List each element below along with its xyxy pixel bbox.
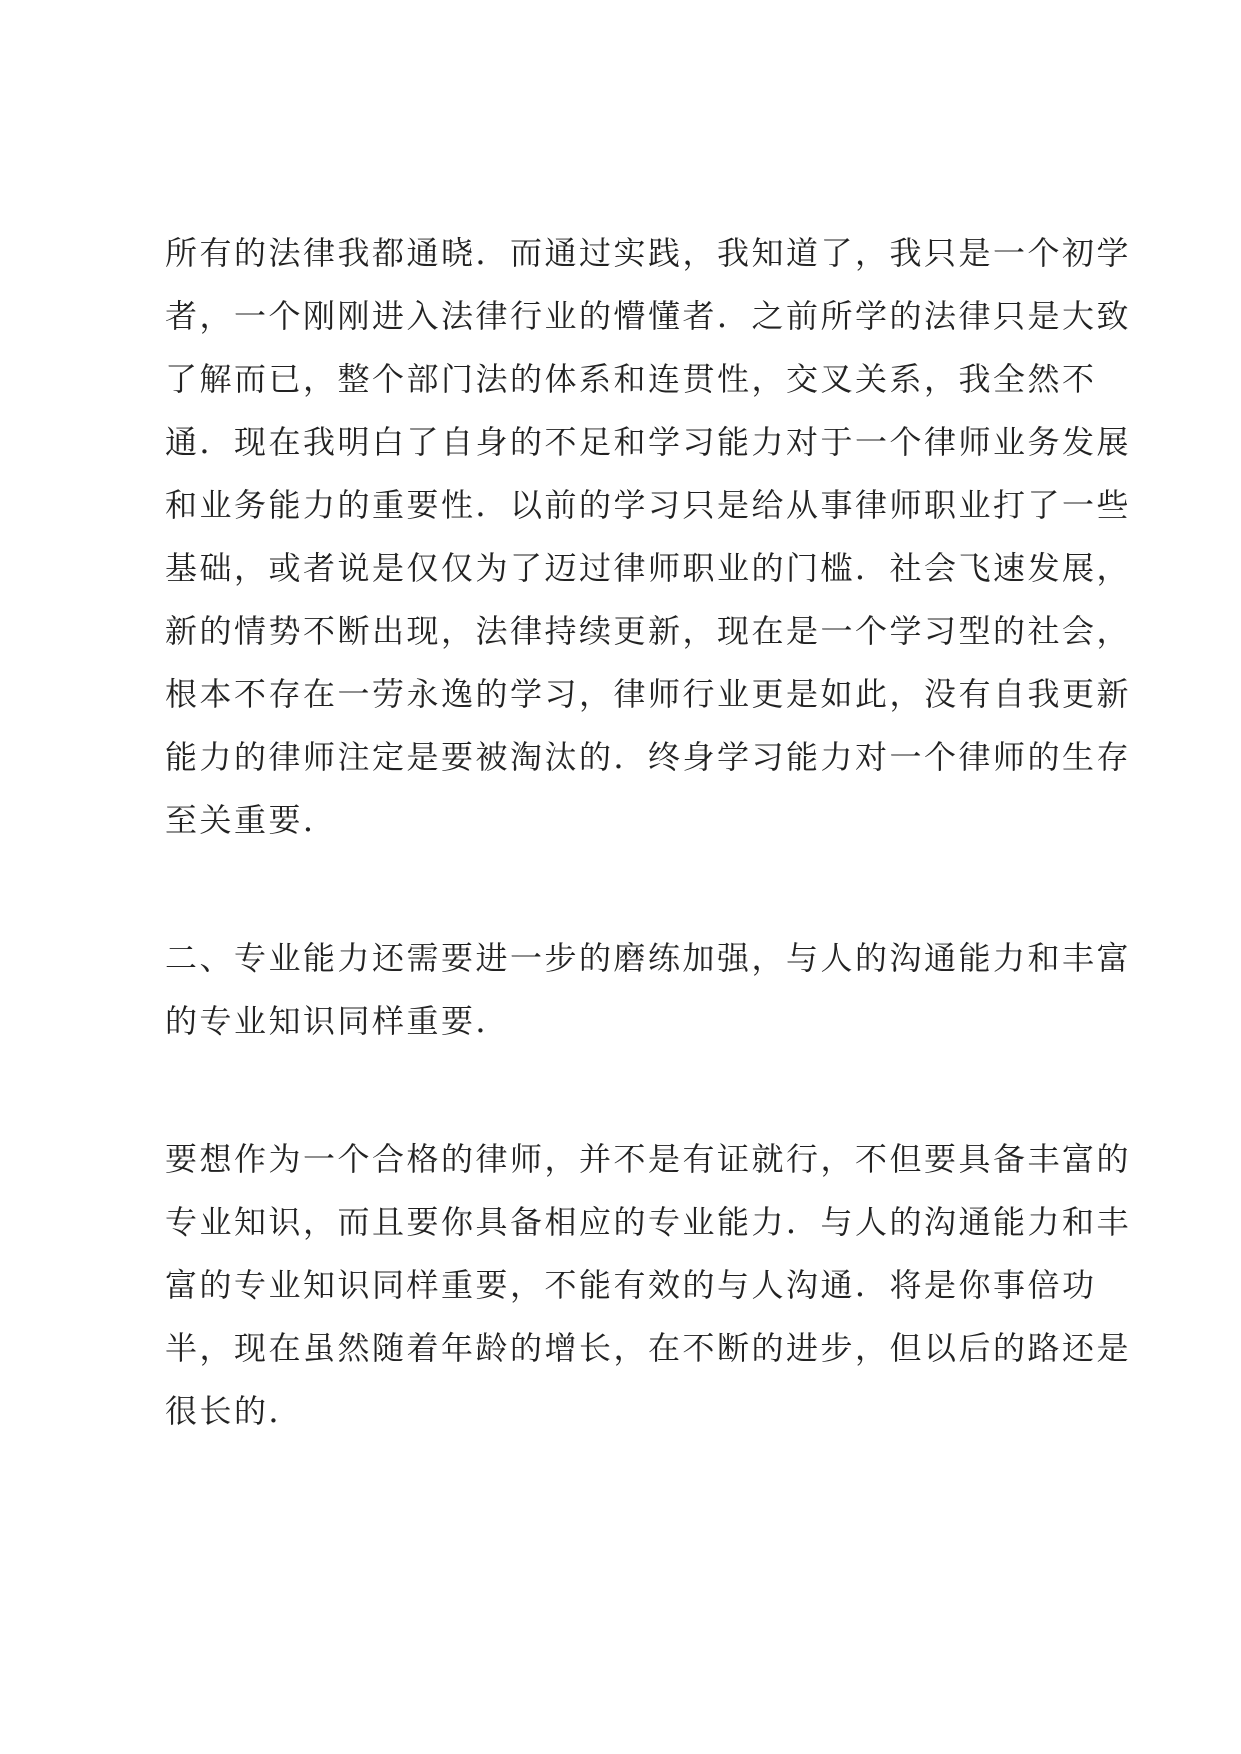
document-body (165, 222, 1132, 1443)
text-line: 基础，或者说是仅仅为了迈过律师职业的门槛．社会飞速发展， (165, 549, 1132, 587)
text-line: 要想作为一个合格的律师，并不是有证就行，不但要具备丰富的 (165, 1140, 1132, 1178)
heading-line: 的专业知识同样重要． (165, 1002, 511, 1040)
text-line: 富的专业知识同样重要，不能有效的与人沟通．将是你事倍功 (165, 1266, 1097, 1304)
text-line: 所有的法律我都通晓．而通过实践，我知道了，我只是一个初学 (165, 234, 1132, 272)
text-line: 通．现在我明白了自身的不足和学习能力对于一个律师业务发展 (165, 423, 1132, 461)
paragraph-professional-ability (165, 1128, 1132, 1443)
paragraph-spacer (165, 1053, 1095, 1128)
heading-line: 二、专业能力还需要进一步的磨练加强，与人的沟通能力和丰富 (165, 939, 1132, 977)
text-line: 新的情势不断出现，法律持续更新，现在是一个学习型的社会， (165, 612, 1132, 650)
paragraph-spacer (165, 852, 1095, 927)
text-line: 根本不存在一劳永逸的学习，律师行业更是如此，没有自我更新 (165, 675, 1132, 713)
text-line: 能力的律师注定是要被淘汰的．终身学习能力对一个律师的生存 (165, 738, 1132, 776)
text-line: 至关重要． (165, 801, 338, 839)
text-line: 者，一个刚刚进入法律行业的懵懂者．之前所学的法律只是大致 (165, 297, 1132, 335)
paragraph-lifelong-learning (165, 222, 1132, 852)
section-heading-two (165, 927, 1132, 1053)
text-line: 了解而已，整个部门法的体系和连贯性，交叉关系，我全然不 (165, 360, 1097, 398)
text-line: 很长的． (165, 1392, 304, 1430)
text-line: 专业知识，而且要你具备相应的专业能力．与人的沟通能力和丰 (165, 1203, 1132, 1241)
text-line: 半，现在虽然随着年龄的增长，在不断的进步，但以后的路还是 (165, 1329, 1132, 1367)
text-line: 和业务能力的重要性．以前的学习只是给从事律师职业打了一些 (165, 486, 1132, 524)
